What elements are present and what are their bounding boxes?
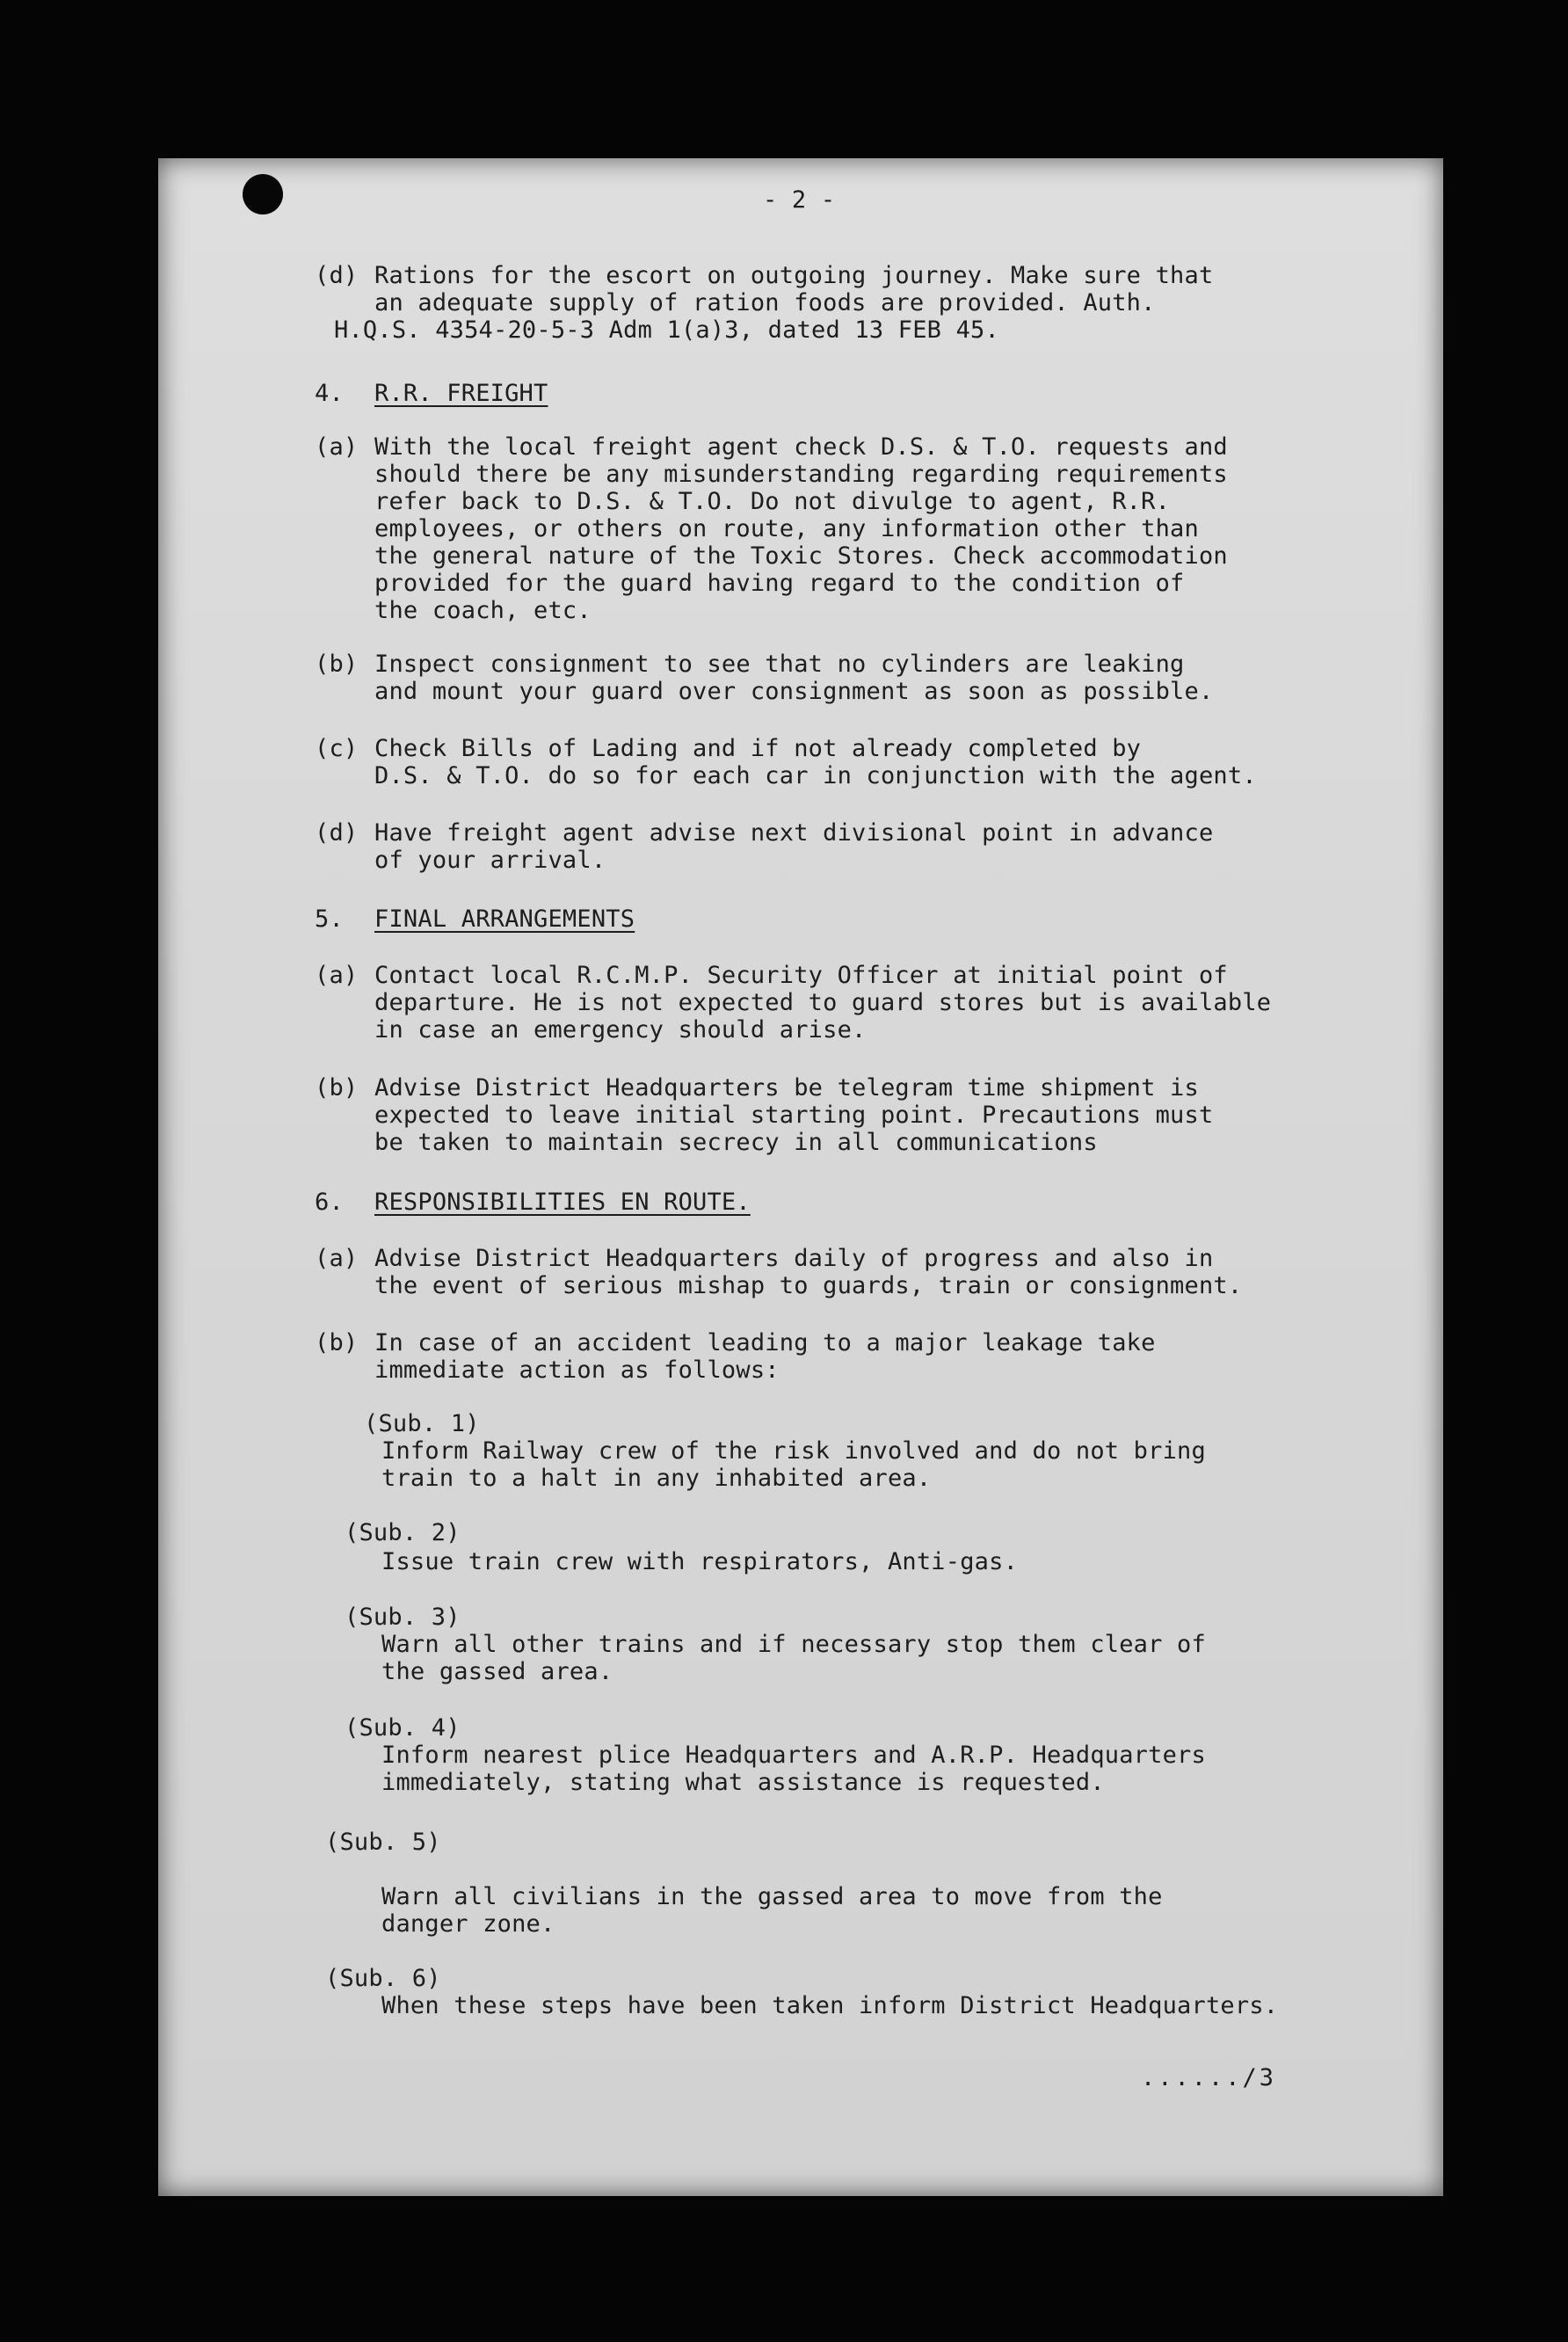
- body-line: Issue train crew with respirators, Anti-gas.: [381, 1548, 1019, 1575]
- section-heading: RESPONSIBILITIES EN ROUTE.: [374, 1189, 751, 1216]
- body-line: With the local freight agent check D.S. & T.O. requests and: [374, 433, 1228, 461]
- body-line: should there be any misunderstanding regarding requirements: [374, 461, 1228, 488]
- body-line: danger zone.: [381, 1910, 555, 1938]
- section-number: 5.: [315, 906, 344, 933]
- section-heading: R.R. FREIGHT: [374, 380, 548, 407]
- item-label: (b): [315, 651, 359, 678]
- body-line: Rations for the escort on outgoing journey. Make sure that: [374, 262, 1214, 289]
- body-line: Check Bills of Lading and if not already completed by: [374, 735, 1142, 762]
- body-line: Warn all civilians in the gassed area to move from the: [381, 1883, 1163, 1910]
- body-line: train to a halt in any inhabited area.: [381, 1465, 932, 1492]
- body-line: refer back to D.S. & T.O. Do not divulge to agent, R.R.: [374, 488, 1171, 515]
- body-line: H.Q.S. 4354-20-5-3 Adm 1(a)3, dated 13 FEB 45.: [334, 316, 999, 344]
- item-label: (b): [315, 1329, 359, 1356]
- page-number: - 2 -: [763, 186, 836, 214]
- sub-label: (Sub. 1): [364, 1410, 480, 1437]
- body-line: Contact local R.C.M.P. Security Officer at initial point of: [374, 962, 1228, 989]
- item-label: (a): [315, 433, 359, 461]
- body-line: the general nature of the Toxic Stores. Check accommodation: [374, 542, 1228, 570]
- body-line: and mount your guard over consignment as soon as possible.: [374, 678, 1214, 705]
- body-line: departure. He is not expected to guard stores but is available: [374, 989, 1272, 1016]
- punch-hole: [243, 174, 283, 215]
- section-number: 4.: [315, 380, 344, 407]
- item-label: (d): [315, 819, 359, 847]
- body-line: the gassed area.: [381, 1658, 613, 1685]
- body-line: Advise District Headquarters be telegram time shipment is: [374, 1074, 1199, 1102]
- document-page: [158, 158, 1443, 2196]
- body-line: Inform nearest plice Headquarters and A.R.P. Headquarters: [381, 1742, 1206, 1769]
- body-line: the event of serious mishap to guards, train or consignment.: [374, 1272, 1243, 1299]
- body-line: Inform Railway crew of the risk involved and do not bring: [381, 1437, 1206, 1465]
- item-label: (a): [315, 1245, 359, 1272]
- body-line: the coach, etc.: [374, 597, 592, 624]
- item-label: (d): [315, 262, 359, 289]
- body-line: D.S. & T.O. do so for each car in conjunction with the agent.: [374, 762, 1257, 789]
- body-line: provided for the guard having regard to the condition of: [374, 570, 1185, 597]
- body-line: expected to leave initial starting point. Precautions must: [374, 1102, 1214, 1129]
- section-heading: FINAL ARRANGEMENTS: [374, 906, 635, 933]
- body-line: immediate action as follows:: [374, 1356, 780, 1384]
- body-line: employees, or others on route, any information other than: [374, 515, 1199, 542]
- body-line: be taken to maintain secrecy in all communications: [374, 1129, 1098, 1156]
- body-line: Inspect consignment to see that no cylinders are leaking: [374, 651, 1185, 678]
- body-line: Advise District Headquarters daily of progress and also in: [374, 1245, 1214, 1272]
- section-number: 6.: [315, 1189, 344, 1216]
- sub-label: (Sub. 6): [325, 1965, 441, 1992]
- sub-label: (Sub. 4): [345, 1714, 461, 1742]
- sub-label: (Sub. 5): [325, 1829, 441, 1856]
- body-line: in case an emergency should arise.: [374, 1016, 867, 1044]
- item-label: (b): [315, 1074, 359, 1102]
- sub-label: (Sub. 2): [345, 1519, 461, 1546]
- continued-marker: ....../3: [1141, 2064, 1277, 2091]
- sub-label: (Sub. 3): [345, 1604, 461, 1631]
- item-label: (a): [315, 962, 359, 989]
- body-line: of your arrival.: [374, 847, 606, 874]
- body-line: Have freight agent advise next divisional point in advance: [374, 819, 1214, 847]
- body-line: In case of an accident leading to a major leakage take: [374, 1329, 1156, 1356]
- body-line: When these steps have been taken inform District Headquarters.: [381, 1992, 1279, 2019]
- body-line: Warn all other trains and if necessary stop them clear of: [381, 1631, 1206, 1658]
- item-label: (c): [315, 735, 359, 762]
- body-line: an adequate supply of ration foods are provided. Auth.: [374, 289, 1156, 316]
- body-line: immediately, stating what assistance is requested.: [381, 1769, 1105, 1796]
